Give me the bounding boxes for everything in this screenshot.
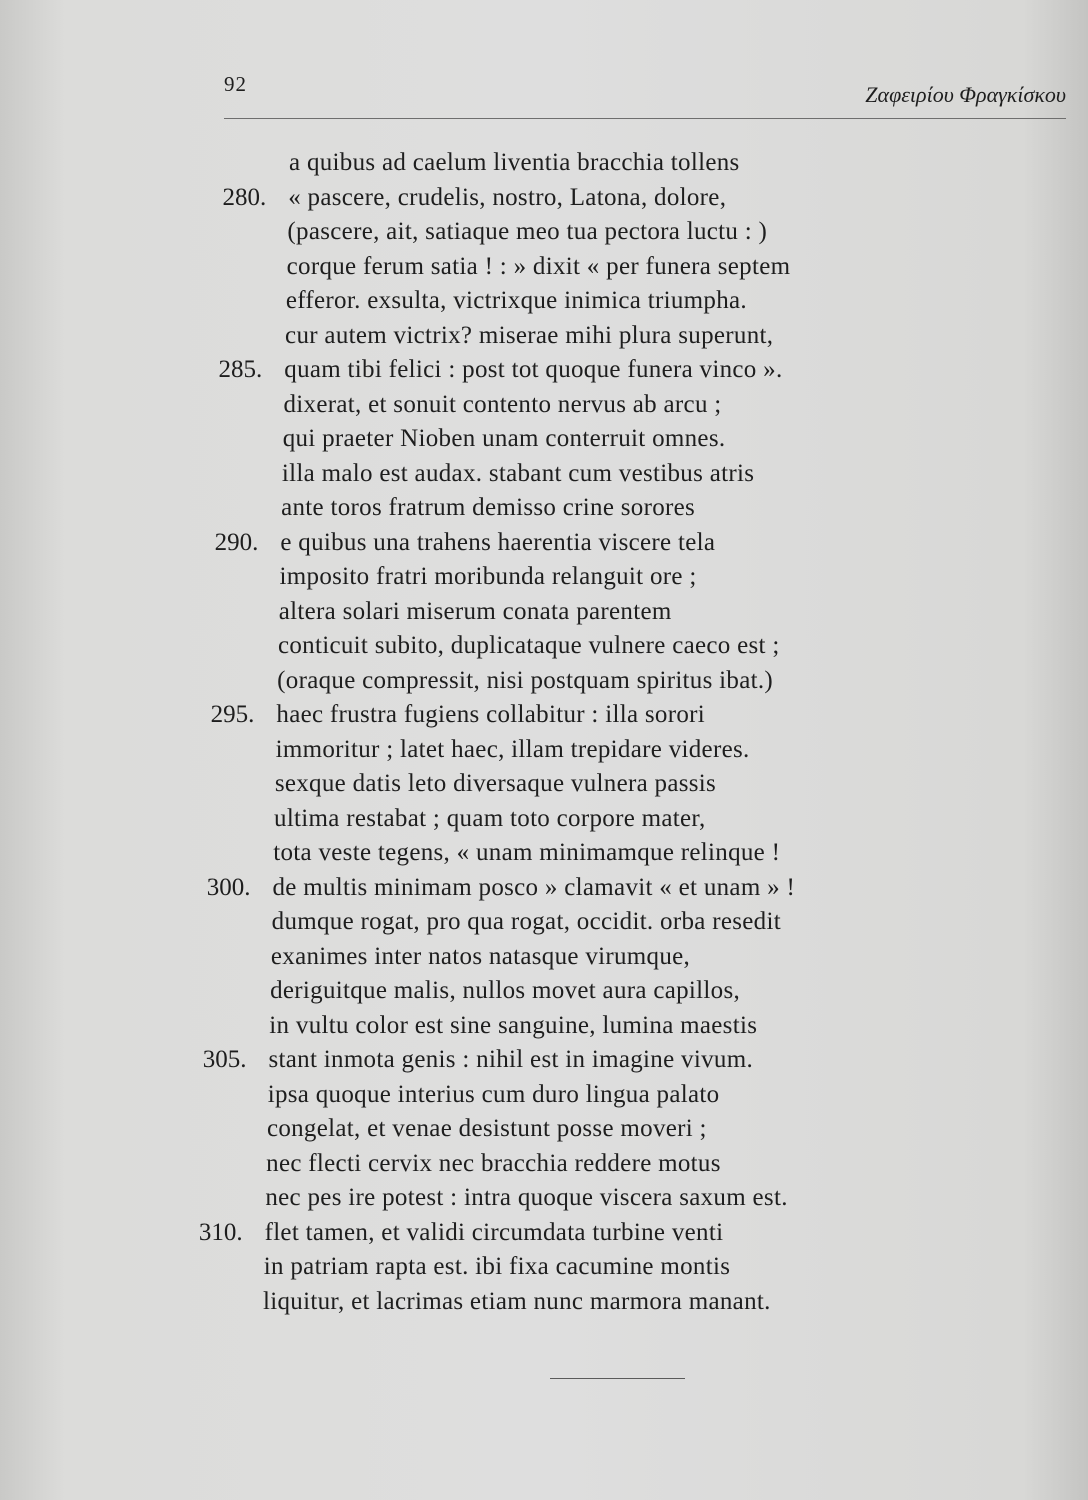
verse-text: corque ferum satia ! : » dixit « per funera septem — [286, 252, 791, 280]
verse-line — [0, 871, 1088, 906]
verse-text: nec pes ire potest : intra quoque viscera saxum est. — [265, 1184, 788, 1211]
verse-number: 300. — [206, 873, 251, 901]
verse-line — [0, 905, 1088, 940]
verse-line — [0, 526, 1088, 561]
verse-number: 305. — [202, 1046, 247, 1073]
verse-line — [0, 1112, 1088, 1147]
page-number: 92 — [224, 72, 247, 96]
verse-number: 310. — [198, 1218, 243, 1246]
verse-text: « pascere, crudelis, nostro, Latona, dolore, — [288, 183, 727, 211]
verse-line — [0, 1147, 1088, 1182]
verse-line — [0, 1181, 1088, 1216]
verse-line — [0, 664, 1088, 699]
verse-line — [0, 836, 1088, 871]
running-header-author: Ζαφειρίου Φραγκίσκου — [865, 82, 1066, 107]
verse-line — [0, 1078, 1088, 1113]
verse-text: a quibus ad caelum liventia bracchia tollens — [289, 149, 740, 176]
verse-text: immoritur ; latet haec, illam trepidare videres. — [275, 735, 750, 763]
verse-line — [0, 698, 1088, 733]
verse-line — [0, 595, 1088, 630]
verse-line — [0, 1285, 1088, 1320]
verse-text: (pascere, ait, satiaque meo tua pectora luctu : ) — [287, 218, 768, 245]
verse-text: sexque datis leto diversaque vulnera passis — [274, 770, 717, 797]
verse-text: exanimes inter natos natasque virumque, — [270, 942, 691, 970]
verse-text: deriguitque malis, nullos movet aura capillos, — [270, 977, 741, 1004]
verse-text: stant inmota genis : nihil est in imagine vivum. — [268, 1046, 753, 1073]
verse-line — [0, 215, 1088, 250]
verse-text: liquitur, et lacrimas etiam nunc marmora manant. — [263, 1287, 771, 1315]
verse-line — [0, 319, 1088, 354]
verse-line — [0, 940, 1088, 975]
verse-line — [0, 802, 1088, 837]
verse-text: (oraque compressit, nisi postquam spiritus ibat.) — [277, 666, 774, 694]
verse-line — [0, 491, 1088, 526]
verse-text: conticuit subito, duplicataque vulnere caeco est ; — [277, 632, 780, 659]
verse-text: quam tibi felici : post tot quoque funera vinco ». — [284, 356, 783, 383]
verse-line — [0, 284, 1088, 319]
verse-line — [0, 457, 1088, 492]
verse-text: efferor. exsulta, victrixque inimica triumpha. — [285, 287, 747, 314]
verse-text: flet tamen, et validi circumdata turbine venti — [264, 1218, 724, 1246]
verse-text: congelat, et venae desistunt posse moveri ; — [266, 1115, 707, 1142]
verse-text: dixerat, et sonuit contento nervus ab arcu ; — [283, 390, 722, 418]
verse-block — [0, 146, 1088, 1319]
verse-text: illa malo est audax. stabant cum vestibus atris — [281, 459, 755, 487]
verse-text: de multis minimam posco » clamavit « et unam » ! — [272, 873, 796, 901]
verse-line — [0, 629, 1088, 664]
verse-line — [0, 146, 1088, 181]
verse-text: qui praeter Nioben unam conterruit omnes. — [282, 425, 726, 452]
verse-number: 285. — [218, 356, 263, 383]
verse-line — [0, 1009, 1088, 1044]
verse-line — [0, 353, 1088, 388]
verse-text: ipsa quoque interius cum duro lingua palato — [267, 1080, 720, 1108]
verse-line — [0, 767, 1088, 802]
verse-text: ultima restabat ; quam toto corpore mater, — [274, 804, 706, 832]
verse-line — [0, 250, 1088, 285]
verse-text: haec frustra fugiens collabitur : illa sorori — [276, 701, 706, 728]
verse-text: in patriam rapta est. ibi fixa cacumine montis — [263, 1253, 731, 1280]
verse-line — [0, 1216, 1088, 1251]
end-rule — [550, 1378, 685, 1379]
verse-text: tota veste tegens, « unam minimamque relinque ! — [273, 839, 781, 866]
verse-text: cur autem victrix? miserae mihi plura superunt, — [285, 321, 774, 349]
verse-line — [0, 733, 1088, 768]
verse-line — [0, 422, 1088, 457]
verse-text: e quibus una trahens haerentia viscere tela — [280, 528, 716, 556]
verse-text: dumque rogat, pro qua rogat, occidit. orba resedit — [271, 908, 781, 935]
verse-text: ante toros fratrum demisso crine sorores — [281, 494, 696, 521]
verse-line — [0, 560, 1088, 595]
verse-text: nec flecti cervix nec bracchia reddere motus — [266, 1149, 721, 1177]
verse-number: 280. — [222, 183, 267, 211]
verse-text: imposito fratri moribunda relanguit ore ; — [279, 563, 697, 590]
verse-text: altera solari miserum conata parentem — [278, 597, 672, 625]
verse-number: 290. — [214, 528, 259, 556]
verse-number: 295. — [210, 701, 255, 728]
verse-line — [0, 388, 1088, 423]
verse-line — [0, 1250, 1088, 1285]
verse-text: in vultu color est sine sanguine, lumina maestis — [269, 1011, 758, 1039]
verse-line — [0, 1043, 1088, 1078]
verse-line — [0, 974, 1088, 1009]
verse-line — [0, 181, 1088, 216]
header-rule — [224, 118, 1066, 119]
